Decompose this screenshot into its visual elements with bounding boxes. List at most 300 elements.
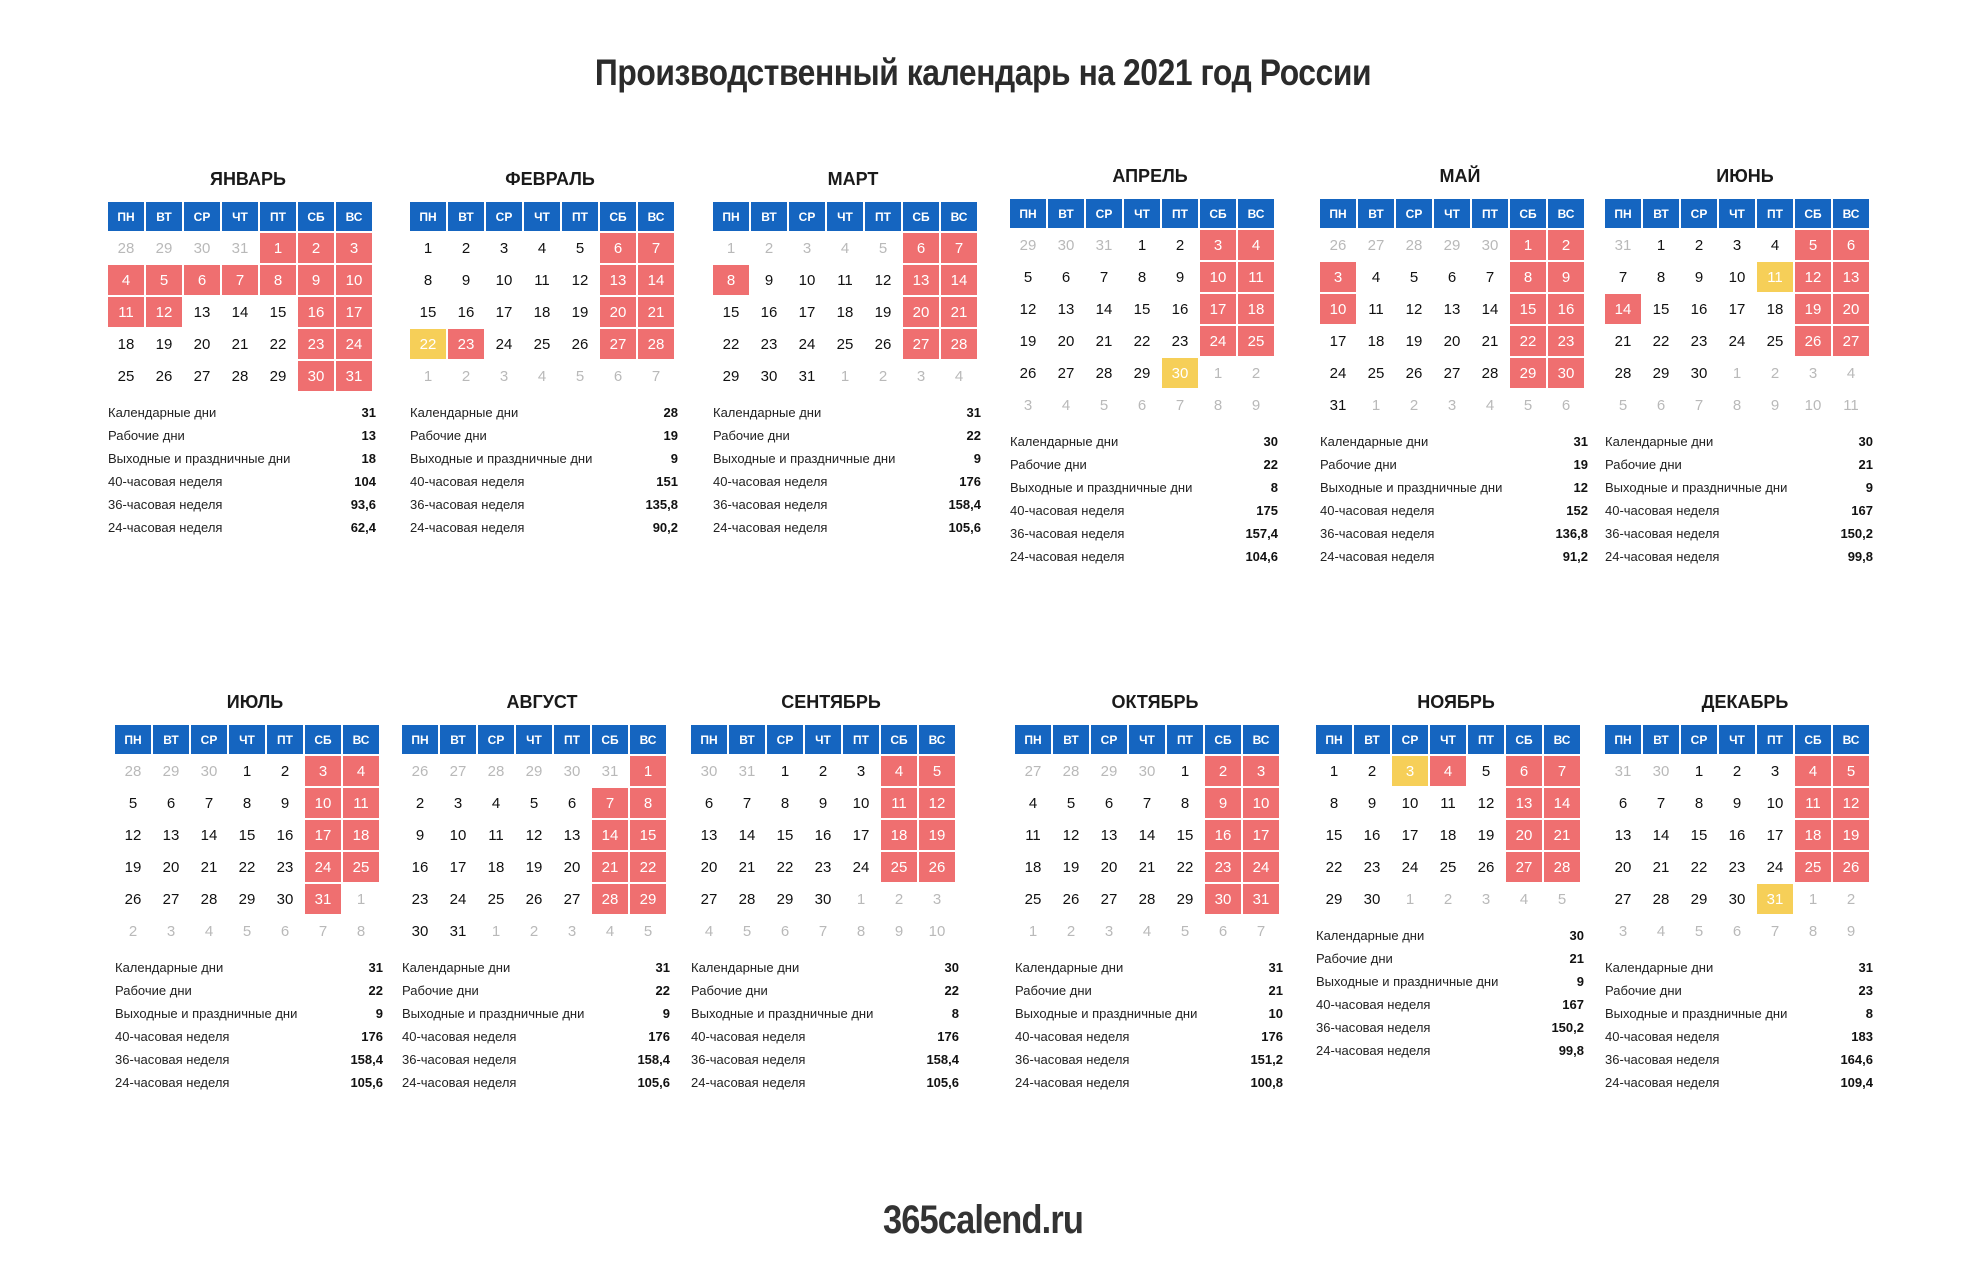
weekday-header: ЧТ xyxy=(1124,199,1162,230)
stat-label: Календарные дни xyxy=(1015,960,1124,975)
holiday-day-cell: 27 xyxy=(903,329,941,361)
week-row xyxy=(1605,820,1871,852)
stat-label: 24-часовая неделя xyxy=(691,1075,806,1090)
other-month-day-cell: 27 xyxy=(1015,756,1053,788)
holiday-day-cell: 21 xyxy=(592,852,630,884)
day-cell: 8 xyxy=(1124,262,1162,294)
holiday-day-cell: 31 xyxy=(336,361,374,393)
stat-value: 22 xyxy=(368,983,383,998)
other-month-day-cell: 1 xyxy=(1358,390,1396,422)
month-name: ДЕКАБРЬ xyxy=(1701,692,1789,712)
holiday-day-cell: 28 xyxy=(1544,852,1582,884)
weekday-header: ПН xyxy=(115,725,153,756)
holiday-day-cell: 10 xyxy=(1243,788,1281,820)
day-cell: 4 xyxy=(1358,262,1396,294)
stat-value: 8 xyxy=(1270,480,1278,495)
other-month-day-cell: 7 xyxy=(1681,390,1719,422)
other-month-day-cell: 4 xyxy=(524,361,562,393)
stat-row xyxy=(1316,970,1584,993)
holiday-day-cell: 2 xyxy=(1205,756,1243,788)
day-cell: 7 xyxy=(1086,262,1124,294)
stat-label: Рабочие дни xyxy=(1010,457,1087,472)
other-month-day-cell: 7 xyxy=(805,916,843,948)
holiday-day-cell: 3 xyxy=(1320,262,1358,294)
day-cell: 17 xyxy=(1392,820,1430,852)
stat-label: 40-часовая неделя xyxy=(1010,503,1125,518)
day-cell: 30 xyxy=(267,884,305,916)
day-cell: 2 xyxy=(805,756,843,788)
stat-row xyxy=(1605,956,1873,979)
other-month-day-cell: 9 xyxy=(1833,916,1871,948)
weekday-header: ВТ xyxy=(1643,725,1681,756)
holiday-day-cell: 5 xyxy=(1833,756,1871,788)
day-cell: 8 xyxy=(1316,788,1354,820)
stat-value: 164,6 xyxy=(1840,1052,1873,1067)
weekday-header: СР xyxy=(1681,725,1719,756)
other-month-day-cell: 2 xyxy=(881,884,919,916)
other-month-day-cell: 4 xyxy=(691,916,729,948)
stat-value: 99,8 xyxy=(1847,549,1873,564)
month-stats xyxy=(1605,430,1873,568)
holiday-day-cell: 4 xyxy=(1430,756,1468,788)
holiday-day-cell: 11 xyxy=(881,788,919,820)
week-row xyxy=(1605,916,1871,948)
weekday-header: ВС xyxy=(1238,199,1276,230)
other-month-day-cell: 4 xyxy=(1472,390,1510,422)
holiday-day-cell: 10 xyxy=(1320,294,1358,326)
stat-label: Календарные дни xyxy=(691,960,800,975)
holiday-day-cell: 5 xyxy=(1795,230,1833,262)
day-cell: 21 xyxy=(1129,852,1167,884)
day-cell: 25 xyxy=(478,884,516,916)
weekday-header: ВС xyxy=(1243,725,1281,756)
day-cell: 31 xyxy=(1320,390,1358,422)
stat-label: Календарные дни xyxy=(1605,434,1714,449)
stat-label: Рабочие дни xyxy=(402,983,479,998)
day-cell: 15 xyxy=(410,297,448,329)
day-cell: 19 xyxy=(1010,326,1048,358)
holiday-day-cell: 7 xyxy=(222,265,260,297)
stat-row xyxy=(1010,545,1278,568)
holiday-day-cell: 24 xyxy=(305,852,343,884)
week-row xyxy=(402,820,668,852)
stat-row xyxy=(402,1025,670,1048)
stat-row xyxy=(713,401,981,424)
stat-row xyxy=(713,447,981,470)
other-month-day-cell: 31 xyxy=(1086,230,1124,262)
day-cell: 27 xyxy=(1048,358,1086,390)
day-cell: 18 xyxy=(478,852,516,884)
other-month-day-cell: 3 xyxy=(1605,916,1643,948)
stat-label: Рабочие дни xyxy=(108,428,185,443)
holiday-day-cell: 12 xyxy=(1795,262,1833,294)
stat-row xyxy=(1605,1048,1873,1071)
stat-label: Выходные и праздничные дни xyxy=(1605,480,1788,495)
other-month-day-cell: 30 xyxy=(1129,756,1167,788)
holiday-day-cell: 7 xyxy=(941,233,979,265)
day-cell: 14 xyxy=(1129,820,1167,852)
week-row xyxy=(115,916,381,948)
other-month-day-cell: 7 xyxy=(638,361,676,393)
week-row xyxy=(1320,230,1586,262)
day-cell: 16 xyxy=(1162,294,1200,326)
weekday-header: СБ xyxy=(1795,199,1833,230)
weekday-header: ЧТ xyxy=(1129,725,1167,756)
stat-label: 36-часовая неделя xyxy=(1320,526,1435,541)
weekday-header: ВТ xyxy=(729,725,767,756)
holiday-day-cell: 25 xyxy=(1238,326,1276,358)
day-cell: 1 xyxy=(410,233,448,265)
day-cell: 2 xyxy=(267,756,305,788)
stat-label: 40-часовая неделя xyxy=(108,474,223,489)
day-cell: 8 xyxy=(410,265,448,297)
month-8 xyxy=(402,689,682,1094)
other-month-day-cell: 3 xyxy=(1010,390,1048,422)
holiday-day-cell: 4 xyxy=(108,265,146,297)
holiday-day-cell: 1 xyxy=(260,233,298,265)
stat-row xyxy=(1605,430,1873,453)
holiday-day-cell: 6 xyxy=(184,265,222,297)
month-12 xyxy=(1605,689,1885,1094)
stat-value: 136,8 xyxy=(1555,526,1588,541)
day-cell: 7 xyxy=(1472,262,1510,294)
stat-row xyxy=(108,516,376,539)
holiday-day-cell: 20 xyxy=(903,297,941,329)
stat-row xyxy=(1015,1071,1283,1094)
day-cell: 29 xyxy=(229,884,267,916)
day-cell: 18 xyxy=(827,297,865,329)
other-month-day-cell: 2 xyxy=(1757,358,1795,390)
other-month-day-cell: 9 xyxy=(1238,390,1276,422)
other-month-day-cell: 3 xyxy=(789,233,827,265)
weekday-header: ПТ xyxy=(1162,199,1200,230)
weekday-header: ПТ xyxy=(1468,725,1506,756)
day-cell: 19 xyxy=(1396,326,1434,358)
day-cell: 19 xyxy=(865,297,903,329)
day-cell: 19 xyxy=(115,852,153,884)
stat-row xyxy=(1605,1025,1873,1048)
day-cell: 13 xyxy=(554,820,592,852)
month-2 xyxy=(410,166,690,539)
day-cell: 12 xyxy=(1396,294,1434,326)
month-stats xyxy=(410,401,678,539)
day-cell: 24 xyxy=(486,329,524,361)
stat-row xyxy=(1320,499,1588,522)
other-month-day-cell: 30 xyxy=(191,756,229,788)
holiday-day-cell: 30 xyxy=(298,361,336,393)
stat-row xyxy=(108,470,376,493)
other-month-day-cell: 1 xyxy=(478,916,516,948)
month-stats xyxy=(1320,430,1588,568)
other-month-day-cell: 26 xyxy=(402,756,440,788)
stat-row xyxy=(691,1048,959,1071)
day-cell: 29 xyxy=(713,361,751,393)
holiday-day-cell: 27 xyxy=(600,329,638,361)
day-cell: 18 xyxy=(524,297,562,329)
stat-label: Выходные и праздничные дни xyxy=(1015,1006,1198,1021)
day-cell: 15 xyxy=(260,297,298,329)
holiday-day-cell: 1 xyxy=(630,756,668,788)
day-cell: 6 xyxy=(1605,788,1643,820)
stat-row xyxy=(1605,545,1873,568)
weekday-header: ПН xyxy=(108,202,146,233)
stat-value: 176 xyxy=(648,1029,670,1044)
week-row xyxy=(402,916,668,948)
day-cell: 6 xyxy=(153,788,191,820)
other-month-day-cell: 28 xyxy=(115,756,153,788)
month-stats xyxy=(1010,430,1278,568)
week-row xyxy=(1010,230,1276,262)
weekday-header: СР xyxy=(486,202,524,233)
other-month-day-cell: 2 xyxy=(115,916,153,948)
month-stats xyxy=(1605,956,1873,1094)
day-cell: 1 xyxy=(1643,230,1681,262)
day-cell: 23 xyxy=(805,852,843,884)
holiday-day-cell: 10 xyxy=(336,265,374,297)
stat-value: 105,6 xyxy=(637,1075,670,1090)
stat-value: 151,2 xyxy=(1250,1052,1283,1067)
other-month-day-cell: 6 xyxy=(1548,390,1586,422)
other-month-day-cell: 3 xyxy=(1091,916,1129,948)
stat-row xyxy=(1320,476,1588,499)
week-row xyxy=(691,884,957,916)
other-month-day-cell: 1 xyxy=(1015,916,1053,948)
stat-value: 31 xyxy=(1858,960,1873,975)
stat-value: 22 xyxy=(1263,457,1278,472)
holiday-day-cell: 28 xyxy=(638,329,676,361)
stat-label: Календарные дни xyxy=(402,960,511,975)
stat-row xyxy=(691,979,959,1002)
weekday-header: ПН xyxy=(1010,199,1048,230)
month-name: ИЮНЬ xyxy=(1716,166,1774,186)
holiday-day-cell: 25 xyxy=(1795,852,1833,884)
stat-value: 152 xyxy=(1566,503,1588,518)
day-cell: 14 xyxy=(222,297,260,329)
other-month-day-cell: 29 xyxy=(1091,756,1129,788)
holiday-day-cell: 1 xyxy=(1510,230,1548,262)
stat-row xyxy=(115,1071,383,1094)
month-name: ЯНВАРЬ xyxy=(210,169,286,189)
other-month-day-cell: 5 xyxy=(1544,884,1582,916)
week-row xyxy=(1605,884,1871,916)
day-cell: 29 xyxy=(1124,358,1162,390)
stat-value: 30 xyxy=(1569,928,1584,943)
holiday-day-cell: 6 xyxy=(903,233,941,265)
other-month-day-cell: 4 xyxy=(1643,916,1681,948)
other-month-day-cell: 3 xyxy=(903,361,941,393)
week-row xyxy=(108,233,374,265)
stat-label: Рабочие дни xyxy=(1015,983,1092,998)
stat-value: 93,6 xyxy=(350,497,376,512)
day-cell: 23 xyxy=(1162,326,1200,358)
holiday-day-cell: 18 xyxy=(881,820,919,852)
other-month-day-cell: 1 xyxy=(1795,884,1833,916)
day-cell: 4 xyxy=(524,233,562,265)
stat-label: Календарные дни xyxy=(1010,434,1119,449)
day-cell: 30 xyxy=(1719,884,1757,916)
other-month-day-cell: 2 xyxy=(865,361,903,393)
day-cell: 1 xyxy=(1167,756,1205,788)
weekday-header: ПН xyxy=(1316,725,1354,756)
day-cell: 30 xyxy=(1354,884,1392,916)
day-cell: 10 xyxy=(1719,262,1757,294)
week-row xyxy=(691,852,957,884)
other-month-day-cell: 4 xyxy=(1129,916,1167,948)
weekday-header: СБ xyxy=(903,202,941,233)
other-month-day-cell: 5 xyxy=(1681,916,1719,948)
day-cell: 28 xyxy=(191,884,229,916)
stat-label: 40-часовая неделя xyxy=(1015,1029,1130,1044)
holiday-day-cell: 16 xyxy=(298,297,336,329)
other-month-day-cell: 5 xyxy=(1510,390,1548,422)
day-cell: 12 xyxy=(115,820,153,852)
other-month-day-cell: 30 xyxy=(1643,756,1681,788)
stat-value: 151 xyxy=(656,474,678,489)
day-cell: 11 xyxy=(524,265,562,297)
other-month-day-cell: 30 xyxy=(554,756,592,788)
week-row xyxy=(1010,358,1276,390)
weekday-header: СР xyxy=(1091,725,1129,756)
month-stats xyxy=(402,956,670,1094)
day-cell: 23 xyxy=(751,329,789,361)
other-month-day-cell: 3 xyxy=(486,361,524,393)
month-5 xyxy=(1320,163,1600,568)
weekday-header: СР xyxy=(1086,199,1124,230)
day-cell: 28 xyxy=(1643,884,1681,916)
stat-value: 175 xyxy=(1256,503,1278,518)
other-month-day-cell: 1 xyxy=(1719,358,1757,390)
month-name: ОКТЯБРЬ xyxy=(1111,692,1199,712)
day-cell: 16 xyxy=(448,297,486,329)
holiday-day-cell: 5 xyxy=(919,756,957,788)
day-cell: 11 xyxy=(478,820,516,852)
stat-value: 22 xyxy=(944,983,959,998)
stat-value: 9 xyxy=(1576,974,1584,989)
holiday-day-cell: 23 xyxy=(1548,326,1586,358)
stat-label: Рабочие дни xyxy=(1316,951,1393,966)
weekday-header: СР xyxy=(1681,199,1719,230)
other-month-day-cell: 5 xyxy=(562,361,600,393)
stat-value: 31 xyxy=(368,960,383,975)
month-table xyxy=(1605,725,1871,948)
week-row xyxy=(713,265,979,297)
day-cell: 2 xyxy=(448,233,486,265)
holiday-day-cell: 14 xyxy=(1605,294,1643,326)
stat-label: Рабочие дни xyxy=(691,983,768,998)
stat-label: 24-часовая неделя xyxy=(108,520,223,535)
stat-row xyxy=(1605,522,1873,545)
month-table xyxy=(402,725,668,948)
day-cell: 17 xyxy=(486,297,524,329)
holiday-day-cell: 9 xyxy=(1548,262,1586,294)
holiday-day-cell: 8 xyxy=(630,788,668,820)
holiday-day-cell: 4 xyxy=(881,756,919,788)
week-row xyxy=(1010,390,1276,422)
day-cell: 26 xyxy=(516,884,554,916)
day-cell: 22 xyxy=(229,852,267,884)
day-cell: 27 xyxy=(153,884,191,916)
holiday-day-cell: 14 xyxy=(638,265,676,297)
stat-value: 28 xyxy=(663,405,678,420)
day-cell: 27 xyxy=(691,884,729,916)
stat-row xyxy=(402,1048,670,1071)
holiday-day-cell: 10 xyxy=(305,788,343,820)
other-month-day-cell: 29 xyxy=(153,756,191,788)
weekday-header: ВТ xyxy=(1354,725,1392,756)
weekday-header: СБ xyxy=(881,725,919,756)
day-cell: 18 xyxy=(108,329,146,361)
day-cell: 25 xyxy=(827,329,865,361)
stat-row xyxy=(1316,1016,1584,1039)
other-month-day-cell: 2 xyxy=(751,233,789,265)
week-row xyxy=(115,884,381,916)
week-row xyxy=(1316,852,1582,884)
day-cell: 14 xyxy=(191,820,229,852)
stat-row xyxy=(108,424,376,447)
day-cell: 2 xyxy=(402,788,440,820)
day-cell: 15 xyxy=(713,297,751,329)
day-cell: 14 xyxy=(1643,820,1681,852)
day-cell: 24 xyxy=(1392,852,1430,884)
weekday-header: СР xyxy=(1392,725,1430,756)
day-cell: 25 xyxy=(1757,326,1795,358)
weekday-header: СБ xyxy=(592,725,630,756)
stat-label: Выходные и праздничные дни xyxy=(1605,1006,1788,1021)
weekday-header: ПТ xyxy=(260,202,298,233)
day-cell: 14 xyxy=(729,820,767,852)
day-cell: 13 xyxy=(153,820,191,852)
other-month-day-cell: 10 xyxy=(1795,390,1833,422)
week-row xyxy=(1605,788,1871,820)
day-cell: 31 xyxy=(440,916,478,948)
day-cell: 13 xyxy=(184,297,222,329)
stat-row xyxy=(1316,1039,1584,1062)
stat-label: Рабочие дни xyxy=(115,983,192,998)
other-month-day-cell: 29 xyxy=(146,233,184,265)
month-name: МАРТ xyxy=(827,169,879,189)
month-name: СЕНТЯБРЬ xyxy=(781,692,881,712)
day-cell: 10 xyxy=(1757,788,1795,820)
stat-row xyxy=(1015,979,1283,1002)
day-cell: 1 xyxy=(767,756,805,788)
weekday-header: ВТ xyxy=(1048,199,1086,230)
day-cell: 19 xyxy=(1468,820,1506,852)
holiday-day-cell: 15 xyxy=(630,820,668,852)
stat-label: 24-часовая неделя xyxy=(402,1075,517,1090)
weekday-header: ПН xyxy=(1605,199,1643,230)
day-cell: 9 xyxy=(805,788,843,820)
day-cell: 29 xyxy=(260,361,298,393)
weekday-header: СР xyxy=(1396,199,1434,230)
other-month-day-cell: 2 xyxy=(448,361,486,393)
weekday-header: ВТ xyxy=(440,725,478,756)
day-cell: 14 xyxy=(1472,294,1510,326)
week-row xyxy=(1015,756,1281,788)
other-month-day-cell: 1 xyxy=(1392,884,1430,916)
month-table xyxy=(713,202,979,393)
month-stats xyxy=(1316,924,1584,1062)
stat-label: 36-часовая неделя xyxy=(115,1052,230,1067)
month-table xyxy=(1316,725,1582,916)
holiday-day-cell: 22 xyxy=(630,852,668,884)
day-cell: 16 xyxy=(1681,294,1719,326)
week-row xyxy=(1605,852,1871,884)
day-cell: 12 xyxy=(1053,820,1091,852)
other-month-day-cell: 27 xyxy=(440,756,478,788)
weekday-header: СБ xyxy=(305,725,343,756)
day-cell: 7 xyxy=(1643,788,1681,820)
stat-value: 13 xyxy=(361,428,376,443)
